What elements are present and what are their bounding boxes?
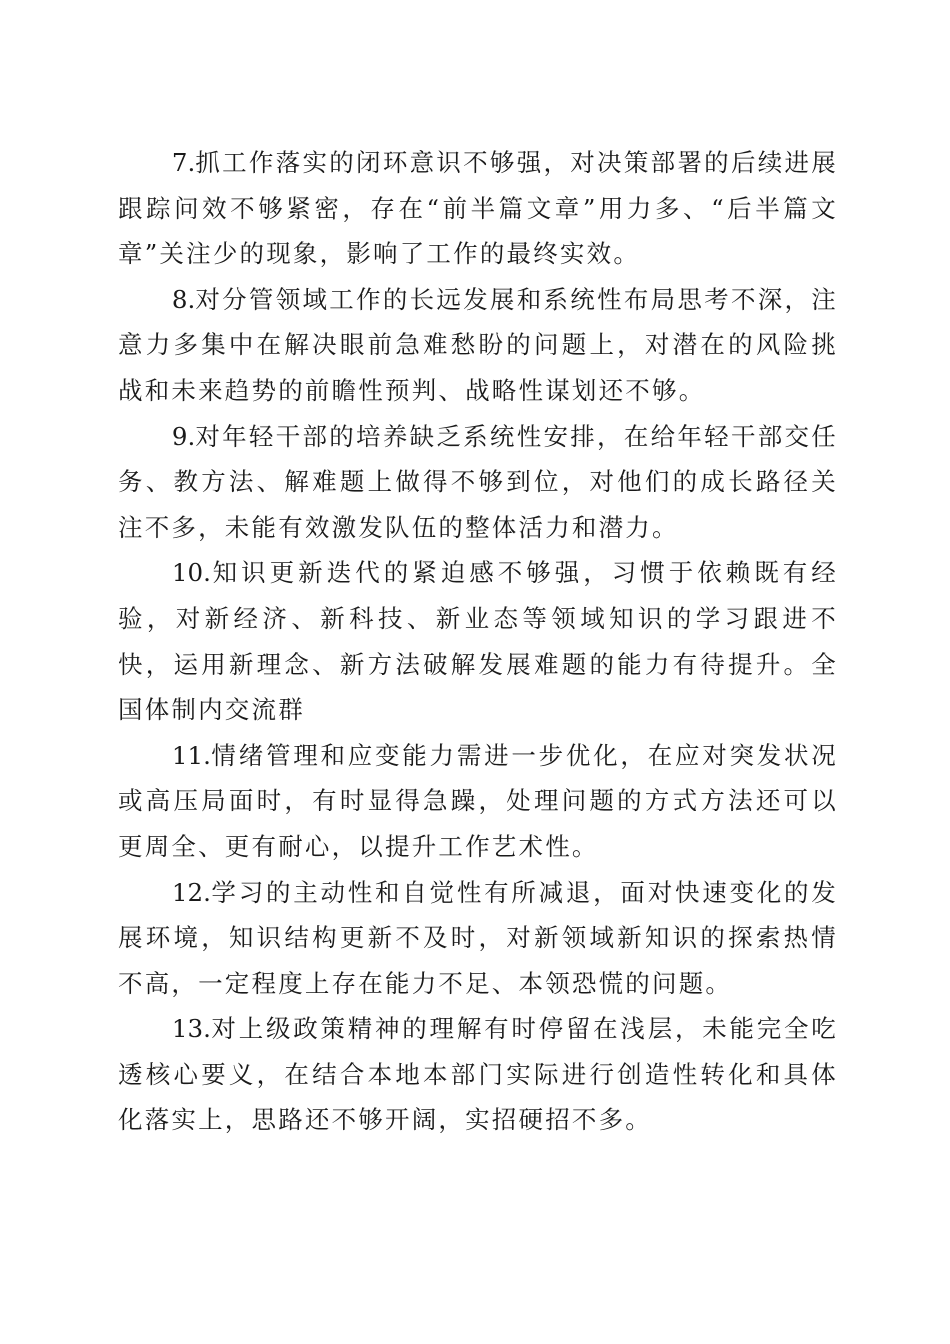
- paragraph-number: 12.: [171, 877, 211, 907]
- paragraph-item-13: [118, 1006, 838, 1143]
- document-body: [118, 140, 838, 1143]
- paragraph-number: 7.: [171, 148, 196, 177]
- paragraph-text: 对年轻干部的培养缺乏系统性安排，在给年轻干部交任务、教方法、解难题上做得不够到位，对他们的成长路径关注不多，未能有效激发队伍的整体活力和潜力。: [118, 421, 838, 542]
- paragraph-number: 11.: [171, 740, 211, 770]
- paragraph-number: 13.: [171, 1014, 211, 1044]
- paragraph-text: 知识更新迭代的紧迫感不够强，习惯于依赖既有经验，对新经济、新科技、新业态等领域知识的学习跟进不快，运用新理念、新方法破解发展难题的能力有待提升。全国体制内交流群: [118, 558, 838, 725]
- paragraph-text: 对分管领域工作的长远发展和系统性布局思考不深，注意力多集中在解决眼前急难愁盼的问题上，对潜在的风险挑战和未来趋势的前瞻性预判、战略性谋划还不够。: [118, 284, 838, 405]
- paragraph-item-9: [118, 414, 838, 551]
- paragraph-item-8: [118, 277, 838, 414]
- paragraph-text: 学习的主动性和自觉性有所减退，面对快速变化的发展环境，知识结构更新不及时，对新领域新知识的探索热情不高，一定程度上存在能力不足、本领恐慌的问题。: [118, 877, 838, 998]
- paragraph-item-10: [118, 550, 838, 732]
- paragraph-text: 对上级政策精神的理解有时停留在浅层，未能完全吃透核心要义，在结合本地本部门实际进行创造性转化和具体化落实上，思路还不够开阔，实招硬招不多。: [118, 1014, 838, 1135]
- paragraph-number: 10.: [171, 558, 211, 588]
- paragraph-text: 抓工作落实的闭环意识不够强，对决策部署的后续进展跟踪问效不够紧密，存在“前半篇文章”用力多、“后半篇文章”关注少的现象，影响了工作的最终实效。: [118, 148, 838, 269]
- paragraph-number: 9.: [171, 421, 196, 451]
- paragraph-item-12: [118, 870, 838, 1007]
- paragraph-number: 8.: [171, 284, 196, 314]
- paragraph-text: 情绪管理和应变能力需进一步优化，在应对突发状况或高压局面时，有时显得急躁，处理问题的方式方法还可以更周全、更有耐心，以提升工作艺术性。: [118, 740, 838, 861]
- paragraph-item-7: [118, 140, 838, 277]
- paragraph-item-11: [118, 733, 838, 870]
